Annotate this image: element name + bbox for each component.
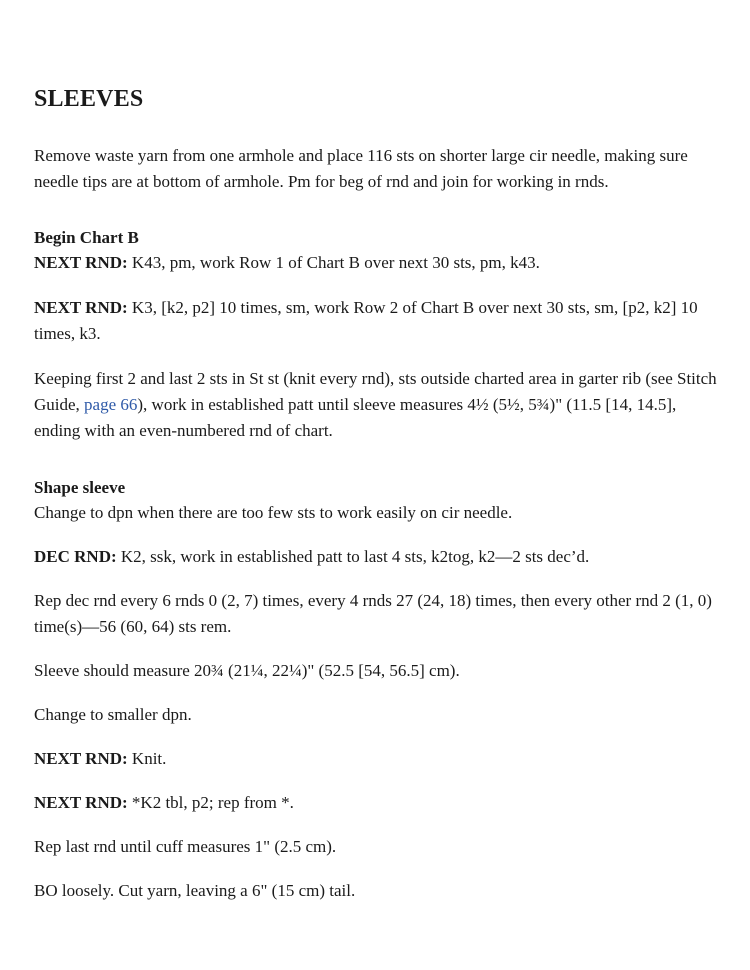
instruction-text: K2, ssk, work in established patt to last 4 sts, k2tog, k2—2 sts dec’d. — [116, 547, 590, 566]
keeping-text-after: ), work in established patt until sleeve measures 4½ (5½, 5¾)" (11.5 [14, 14.5], ending with an even-numbered rnd of chart. — [34, 395, 677, 440]
next-rnd-label: NEXT RND: — [34, 793, 128, 812]
rep-dec-paragraph: Rep dec rnd every 6 rnds 0 (2, 7) times, every 4 rnds 27 (24, 18) times, then every other rnd 2 (1, 0) time(s)—56 (60, 64) sts rem. — [34, 591, 712, 636]
instruction-text: K3, [k2, p2] 10 times, sm, work Row 2 of Chart B over next 30 sts, sm, [p2, k2] 10 times, k3. — [34, 298, 698, 343]
page-title: SLEEVES — [34, 86, 144, 112]
next-rnd-label: NEXT RND: — [34, 749, 128, 768]
instruction-text: Knit. — [127, 749, 167, 768]
keeping-paragraph — [34, 366, 720, 444]
bind-off-paragraph: BO loosely. Cut yarn, leaving a 6" (15 cm) tail. — [34, 881, 356, 900]
keeping-text-before: Keeping first 2 and last 2 sts in St st (knit every rnd), sts outside charted area in garter rib (see Stitch Guide, — [34, 369, 717, 414]
dec-rnd-instruction — [34, 544, 720, 570]
next-rnd-label: NEXT RND: — [34, 298, 128, 317]
instruction-text: *K2 tbl, p2; rep from *. — [127, 793, 294, 812]
page-66-link[interactable]: page 66 — [84, 395, 138, 414]
next-rnd-knit-instruction — [34, 746, 720, 772]
instruction-text: K43, pm, work Row 1 of Chart B over next 30 sts, pm, k43. — [127, 253, 540, 272]
dpn-note: Change to dpn when there are too few sts to work easily on cir needle. — [34, 503, 513, 522]
section-title-shape-sleeve: Shape sleeve — [34, 478, 126, 497]
cuff-paragraph: Rep last rnd until cuff measures 1" (2.5 cm). — [34, 837, 337, 856]
next-rnd-label: NEXT RND: — [34, 253, 128, 272]
dec-rnd-label: DEC RND: — [34, 547, 117, 566]
smaller-dpn-paragraph: Change to smaller dpn. — [34, 705, 192, 724]
next-rnd-instruction-1 — [34, 250, 720, 276]
section-title-begin-chart-b: Begin Chart B — [34, 228, 139, 247]
intro-paragraph: Remove waste yarn from one armhole and place 116 sts on shorter large cir needle, making sure needle tips are at bottom of armhole. Pm for beg of rnd and join for working in rnds. — [34, 146, 688, 191]
next-rnd-instruction-2 — [34, 295, 720, 347]
document-page — [34, 84, 720, 904]
sleeve-measure-paragraph: Sleeve should measure 20¾ (21¼, 22¼)" (52.5 [54, 56.5] cm). — [34, 661, 460, 680]
next-rnd-rib-instruction — [34, 790, 720, 816]
